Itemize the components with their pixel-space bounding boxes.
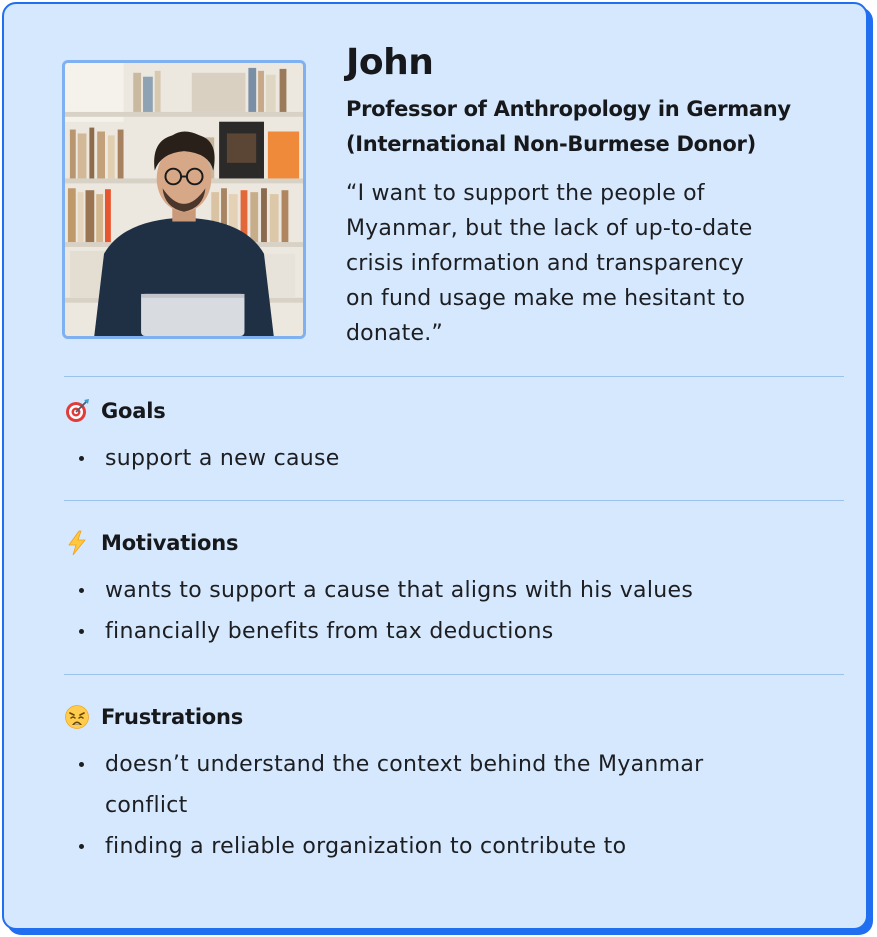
list-item: finding a reliable organization to contribute to (76, 826, 836, 867)
quote-line: Myanmar, but the lack of up-to-date (346, 216, 753, 241)
persona-card (2, 2, 868, 930)
motivations-list (76, 570, 836, 652)
quote-line: crisis information and transparency (346, 251, 744, 276)
motivations-title: Motivations (101, 531, 239, 555)
frustrations-list (76, 744, 836, 867)
list-item: wants to support a cause that aligns with his values (76, 570, 836, 611)
goals-title: Goals (101, 399, 166, 423)
quote-line: “I want to support the people of (346, 181, 705, 206)
section-divider (64, 376, 844, 377)
persona-name: John (346, 42, 434, 83)
list-item: doesn’t understand the context behind the Myanmar conflict (76, 744, 836, 826)
quote-line: on fund usage make me hesitant to (346, 286, 746, 311)
goals-list (76, 438, 836, 479)
target-icon (64, 398, 90, 424)
list-item: support a new cause (76, 438, 836, 479)
goals-heading (64, 398, 166, 424)
frustrations-title: Frustrations (101, 705, 244, 729)
frustrations-heading (64, 704, 243, 730)
persona-role-line: (International Non-Burmese Donor) (346, 132, 756, 156)
weary-face-icon (64, 704, 90, 730)
portrait-photo (65, 63, 303, 336)
persona-role-line: Professor of Anthropology in Germany (346, 97, 791, 121)
list-item: financially benefits from tax deductions (76, 611, 836, 652)
quote-line: donate.” (346, 321, 444, 346)
persona-role (346, 92, 826, 162)
persona-quote (346, 176, 826, 351)
persona-photo (62, 60, 306, 339)
lightning-icon (64, 530, 90, 556)
motivations-heading (64, 530, 238, 556)
section-divider (64, 500, 844, 501)
section-divider (64, 674, 844, 675)
